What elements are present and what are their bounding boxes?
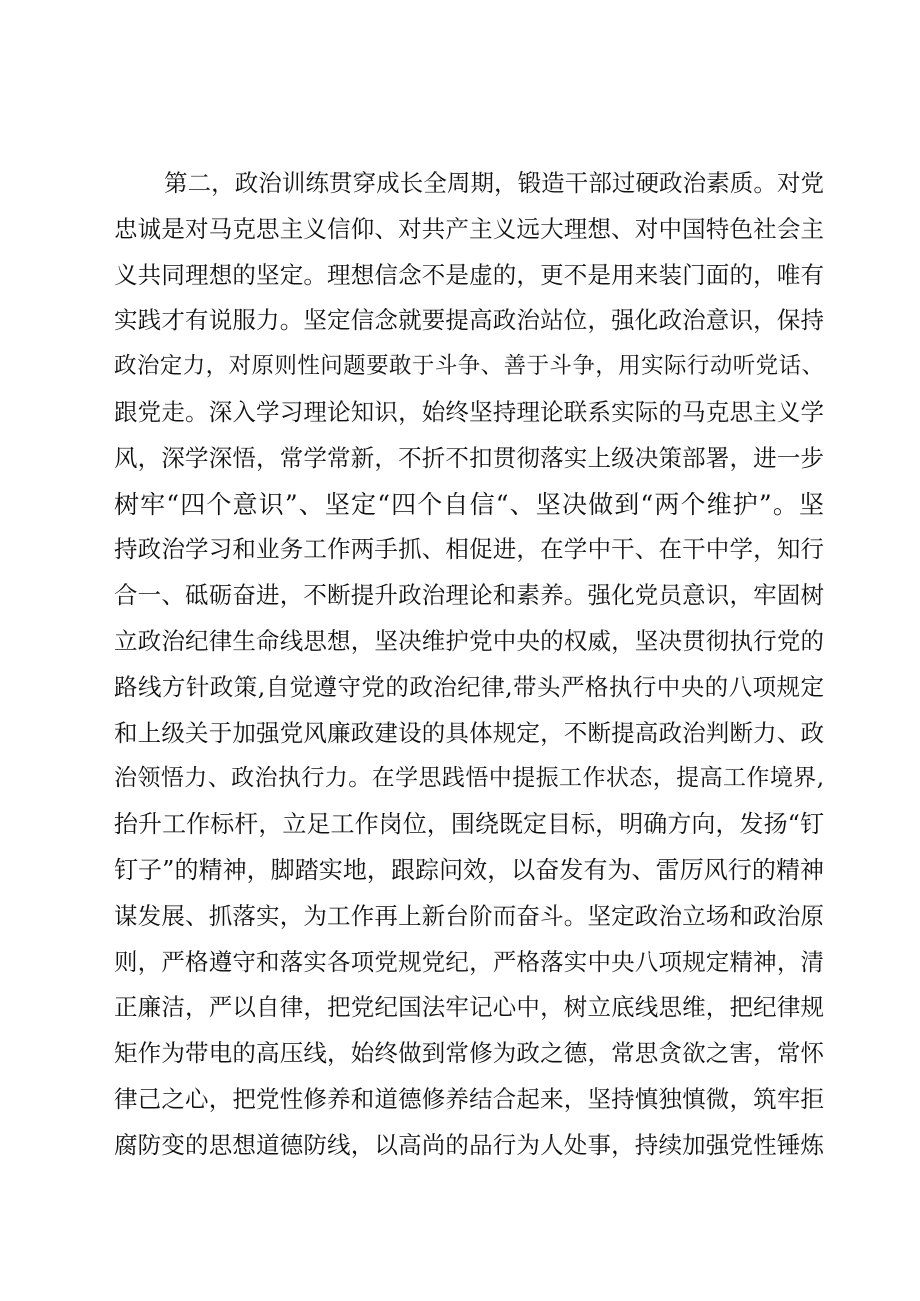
paragraph-line: 和上级关于加强党风廉政建设的具体规定，不断提高政治判断力、政	[114, 718, 824, 747]
paragraph-line: 持政治学习和业务工作两手抓、相促进，在学中干、在干中学，知行	[114, 535, 824, 564]
paragraph-line: 钉子”的精神，脚踏实地，跟踪问效，以奋发有为、雷厉风行的精神	[114, 855, 824, 884]
paragraph-line: 树牢“四个意识”、坚定“四个自信“、坚决做到“两个维护”。坚	[114, 489, 824, 519]
paragraph-line: 路线方针政策,自觉遵守党的政治纪律,带头严格执行中央的八项规定	[114, 672, 824, 701]
paragraph-line: 则，严格遵守和落实各项党规党纪，严格落实中央八项规定精神，清	[114, 947, 824, 976]
paragraph-line: 治领悟力、政治执行力。在学思践悟中提振工作状态，提高工作境界,	[114, 765, 824, 792]
paragraph-line: 律己之心，把党性修养和道德修养结合起来，坚持慎独慎微，筑牢拒	[114, 1084, 824, 1113]
paragraph-line: 立政治纪律生命线思想，坚决维护党中央的权威，坚决贯彻执行党的	[114, 626, 824, 655]
paragraph-line: 正廉洁，严以自律，把党纪国法牢记心中，树立底线思维，把纪律规	[114, 993, 824, 1022]
body-paragraph	[114, 161, 824, 1169]
paragraph-line: 合一、砥砺奋进，不断提升政治理论和素养。强化党员意识，牢固树	[114, 581, 824, 610]
paragraph-line: 抬升工作标杆，立足工作岗位，围绕既定目标，明确方向，发扬“钉	[114, 810, 824, 839]
paragraph-line: 第二，政治训练贯穿成长全周期，锻造干部过硬政治素质。对党	[164, 169, 824, 197]
paragraph-line: 政治定力，对原则性问题要敢于斗争、善于斗争，用实际行动听党话、	[114, 353, 824, 380]
paragraph-line: 实践才有说服力。坚定信念就要提高政治站位，强化政治意识，保持	[114, 306, 824, 335]
paragraph-line: 矩作为带电的高压线，始终做到常修为政之德，常思贪欲之害，常怀	[114, 1039, 824, 1068]
paragraph-line: 忠诚是对马克思主义信仰、对共产主义远大理想、对中国特色社会主	[114, 214, 824, 243]
paragraph-line: 跟党走。深入学习理论知识，始终坚持理论联系实际的马克思主义学	[114, 397, 824, 426]
paragraph-line: 风，深学深悟，常学常新，不折不扣贯彻落实上级决策部署，进一步	[114, 443, 824, 472]
paragraph-line: 谋发展、抓落实，为工作再上新台阶而奋斗。坚定政治立场和政治原	[114, 901, 824, 930]
paragraph-line: 义共同理想的坚定。理想信念不是虚的，更不是用来装门面的，唯有	[114, 260, 824, 289]
paragraph-line: 腐防变的思想道德防线，以高尚的品行为人处事，持续加强党性锤炼	[114, 1130, 824, 1159]
